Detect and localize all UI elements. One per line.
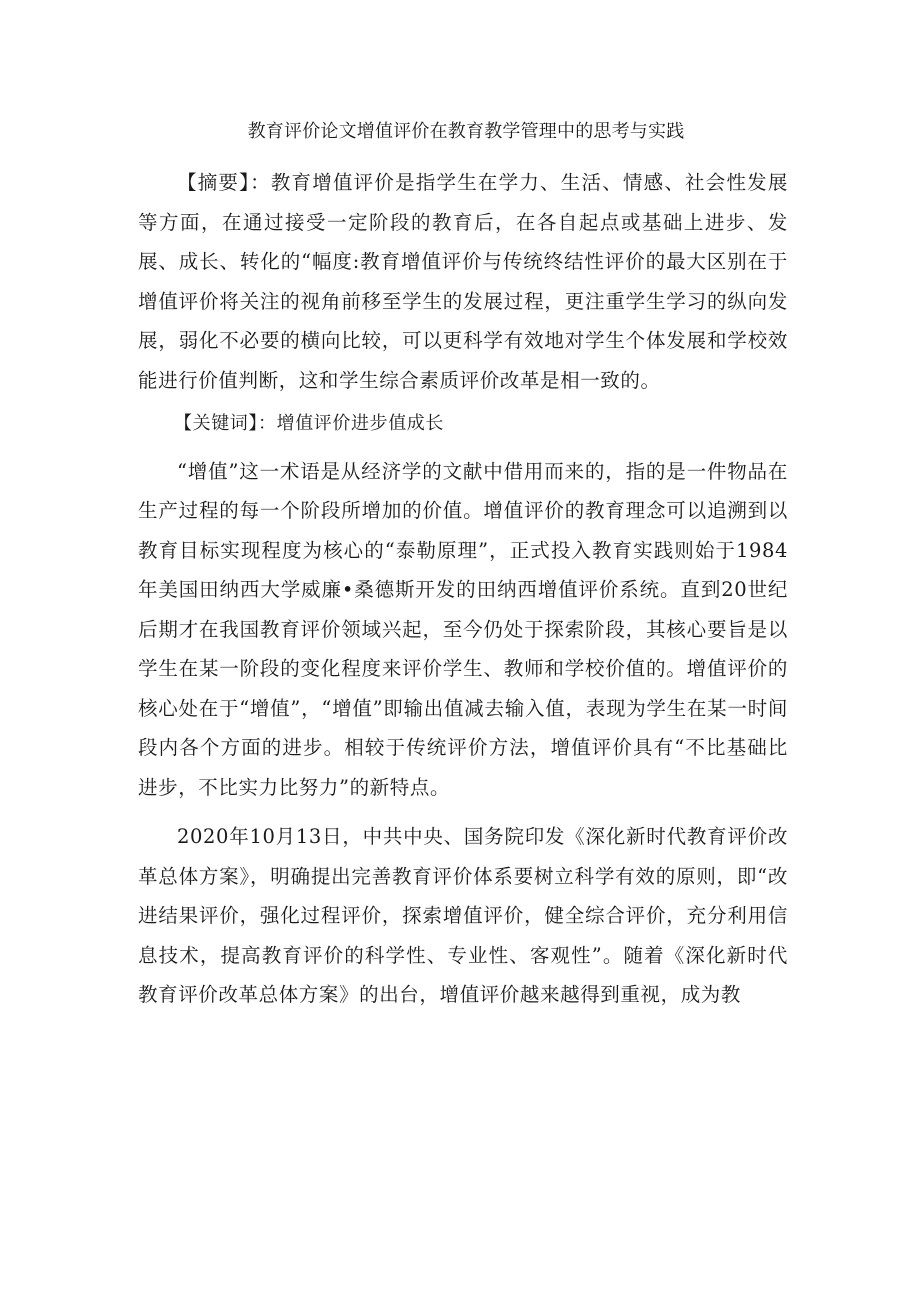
body-paragraph-2: 2020年10月13日，中共中央、国务院印发《深化新时代教育评价改革总体方案》，明确提出完善教育评价体系要树立科学有效的原则，即“改进结果评价，强化过程评价，探索增值评价，健全综合评价，充分利用信息技术，提高教育评价的科学性、专业性、客观性”。随着《深化新时代教育评价改革总体方案》的出台，增值评价越来越得到重视，成为教 xyxy=(138,825,788,1006)
body-paragraph-1: “增值”这一术语是从经济学的文献中借用而来的，指的是一件物品在生产过程的每一个阶段所增加的价值。增值评价的教育理念可以追溯到以教育目标实现程度为核心的“泰勒原理”，正式投入教育实践则始于1984年美国田纳西大学威廉•桑德斯开发的田纳西增值评价系统。直到20世纪后期才在我国教育评价领域兴起，至今仍处于探索阶段，其核心要旨是以学生在某一阶段的变化程度来评价学生、教师和学校价值的。增值评价的核心处在于“增值”，“增值”即输出值减去输入值，表现为学生在某一时间段内各个方面的进步。相较于传统评价方法，增值评价具有“不比基础比进步，不比实力比努力”的新特点。 xyxy=(138,459,788,799)
keywords-label: 【关键词】： xyxy=(174,413,277,434)
keywords-paragraph xyxy=(138,404,788,444)
keywords-text: 增值评价进步值成长 xyxy=(276,413,445,434)
abstract-paragraph xyxy=(138,163,788,400)
document-title: 教育评价论文增值评价在教育教学管理中的思考与实践 xyxy=(247,121,685,142)
abstract-text: 教育增值评价是指学生在学力、生活、情感、社会性发展等方面，在通过接受一定阶段的教育后，在各自起点或基础上进步、发展、成长、转化的“幅度:教育增值评价与传统终结性评价的最大区别在于增值评价将关注的视角前移至学生的发展过程，更注重学生学习的纵向发展，弱化不必要的横向比较，可以更科学有效地对学生个体发展和学校效能进行价值判断，这和学生综合素质评价改革是相一致的。 xyxy=(138,171,788,392)
abstract-label: 【摘要】： xyxy=(177,171,271,194)
